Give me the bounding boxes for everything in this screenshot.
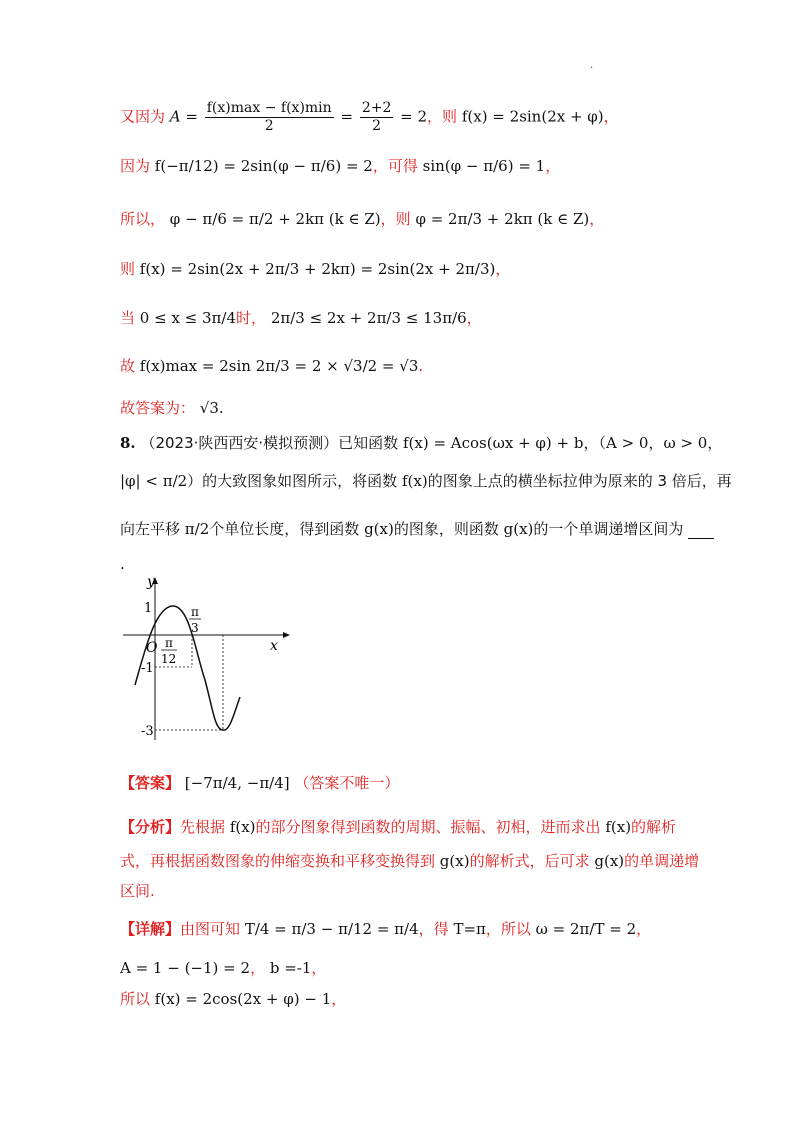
math: φ = 2π/3 + 2kπ (k ∈ Z) xyxy=(415,210,590,228)
solution-line-3 xyxy=(120,208,604,229)
text: 已知函数 xyxy=(338,434,399,452)
analysis-line-3 xyxy=(120,880,155,901)
label-pi12-num: π xyxy=(165,636,173,650)
math: g(x) xyxy=(594,852,625,870)
text: ， xyxy=(603,107,619,126)
detail-line-3 xyxy=(120,988,346,1009)
text: 因为 xyxy=(120,157,151,175)
text: ，所以 xyxy=(485,920,531,938)
math: A = 1 − (−1) = 2 xyxy=(120,959,251,977)
math: g(x) xyxy=(364,520,394,538)
analysis-tag: 【分析】 xyxy=(120,818,181,836)
math: f(x)max = 2sin 2π/3 = 2 × √3/2 = √3 xyxy=(139,357,419,375)
math-a: A = xyxy=(169,107,198,126)
text: 的解析式，后可求 xyxy=(469,852,590,870)
detail-tag: 【详解】 xyxy=(120,920,181,938)
math: T=π xyxy=(453,920,486,938)
fraction: $\frac{2+2}{2}$ xyxy=(361,100,392,134)
function-graph xyxy=(115,570,305,750)
math: |φ| < π/2 xyxy=(120,472,188,490)
text: 的图象上点的横坐标拉伸为原来的 3 倍后，再 xyxy=(427,472,732,490)
answer-line xyxy=(120,772,399,793)
text: ，得 xyxy=(418,920,449,938)
detail-line-1 xyxy=(120,918,651,939)
math: √3 xyxy=(199,399,219,417)
solution-line-7 xyxy=(120,397,224,418)
question-8-line-2 xyxy=(120,470,732,491)
math: g(x) xyxy=(503,520,534,538)
math: 0 ≤ x ≤ 3π/4 xyxy=(139,309,237,327)
text: ，则 xyxy=(427,107,458,126)
text: 由图可知 xyxy=(180,920,241,938)
tick-neg1: -1 xyxy=(141,661,154,676)
label-pi3-den: 3 xyxy=(191,621,199,635)
text: . xyxy=(418,357,424,375)
text: 则 xyxy=(120,260,136,278)
question-source: （2023·陕西西安·模拟预测） xyxy=(140,434,339,452)
math: f(x) = 2cos(2x + φ) − 1 xyxy=(154,990,332,1008)
math: f(x) xyxy=(605,818,632,836)
text: ，（A > 0，ω > 0， xyxy=(583,434,723,452)
text: 时， xyxy=(236,309,267,327)
text: . xyxy=(120,555,125,573)
text: ， xyxy=(589,210,605,228)
text: 式，再根据函数图象的伸缩变换和平移变换得到 xyxy=(120,852,436,870)
solution-line-5 xyxy=(120,307,482,328)
text: ， xyxy=(545,157,561,175)
text: 的单调递增 xyxy=(624,852,700,870)
text: ， xyxy=(466,309,482,327)
math: f(x) = Acos(ωx + φ) + b xyxy=(402,434,584,452)
analysis-line-1 xyxy=(120,816,676,837)
math: g(x) xyxy=(439,852,470,870)
text: ， xyxy=(331,990,347,1008)
page-mark: . xyxy=(590,60,594,71)
question-8-line-1 xyxy=(120,432,722,453)
math: f(x) xyxy=(401,472,428,490)
text: ，可得 xyxy=(372,157,418,175)
x-axis-arrow xyxy=(283,632,290,638)
text: ， xyxy=(311,959,327,977)
fraction: $\frac{f(x)\max - f(x)\min}{2}$ xyxy=(206,100,332,134)
text: 先根据 xyxy=(180,818,226,836)
text: ， xyxy=(250,959,266,977)
solution-line-4 xyxy=(120,258,510,279)
text: 区间. xyxy=(120,882,155,900)
label-pi12-den: 12 xyxy=(161,652,177,666)
math: ω = 2π/T = 2 xyxy=(535,920,637,938)
math: π/2 xyxy=(184,520,210,538)
math: sin(φ − π/6) = 1 xyxy=(422,157,546,175)
text: ， xyxy=(636,920,652,938)
math: f(x) = 2sin(2x + 2π/3 + 2kπ) = 2sin(2x + 2π/3) xyxy=(139,260,496,278)
origin-label: O xyxy=(146,640,158,656)
text: 又因为 xyxy=(120,107,166,126)
text: 当 xyxy=(120,309,136,327)
text: . xyxy=(218,399,224,417)
text: 的图象，则函数 xyxy=(393,520,499,538)
math: f(−π/12) = 2sin(φ − π/6) = 2 xyxy=(154,157,373,175)
math: = 2 xyxy=(400,107,428,126)
math: 2π/3 ≤ 2x + 2π/3 ≤ 13π/6 xyxy=(270,309,467,327)
text: 的部分图象得到函数的周期、振幅、初相，进而求出 xyxy=(255,818,601,836)
text: 故 xyxy=(120,357,136,375)
tick-1: 1 xyxy=(144,601,153,616)
solution-line-1: 又因为 A = $\frac{f(x)\max - f(x)\min}{2}$ = $\frac{2+2}{2}$ = 2，则 f(x) = 2sin(2x + φ)， xyxy=(120,100,619,134)
text: ）的大致图象如图所示，将函数 xyxy=(187,472,398,490)
answer-tag: 【答案】 xyxy=(120,774,181,792)
text: ， xyxy=(495,260,511,278)
text: 所以， xyxy=(120,210,166,228)
text: 所以 xyxy=(120,990,151,1008)
text: ，则 xyxy=(380,210,411,228)
tick-neg3: -3 xyxy=(141,724,154,739)
detail-line-2 xyxy=(120,957,326,978)
math: T/4 = π/3 − π/12 = π/4 xyxy=(244,920,419,938)
text: 的一个单调递增区间为 xyxy=(533,520,684,538)
solution-line-6 xyxy=(120,355,423,376)
answer-interval: [−7π/4, −π/4] xyxy=(184,774,290,792)
text: 个单位长度，得到函数 xyxy=(209,520,360,538)
math: f(x) xyxy=(229,818,256,836)
math: φ − π/6 = π/2 + 2kπ (k ∈ Z) xyxy=(169,210,381,228)
label-pi3-num: π xyxy=(191,605,199,619)
math: b =-1 xyxy=(269,959,312,977)
x-label: x xyxy=(270,638,278,654)
question-number: 8. xyxy=(120,434,136,452)
analysis-line-2 xyxy=(120,850,699,871)
text: 向左平移 xyxy=(120,520,181,538)
answer-blank xyxy=(688,522,714,539)
question-8-line-3 xyxy=(120,518,714,539)
text: 的解析 xyxy=(631,818,677,836)
answer-note: （答案不唯一） xyxy=(294,774,400,792)
solution-line-2 xyxy=(120,155,560,176)
y-label: y xyxy=(147,574,155,590)
math: f(x) = 2sin(2x + φ) xyxy=(461,107,604,126)
text: 故答案为： xyxy=(120,399,196,417)
